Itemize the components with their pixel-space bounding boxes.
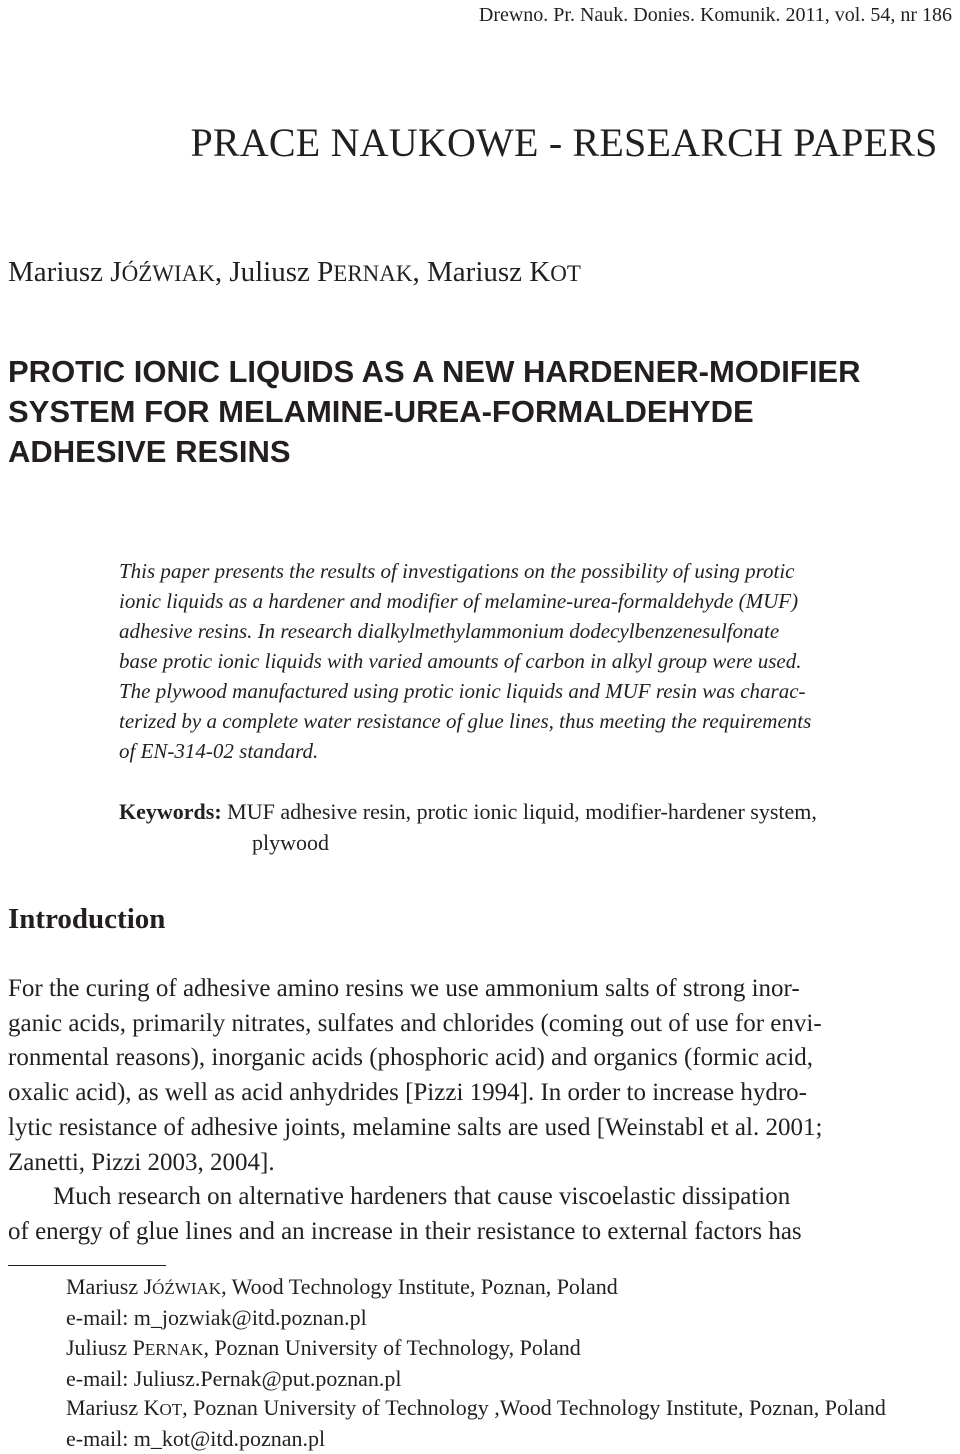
author: [8, 256, 215, 288]
keywords-line: MUF adhesive resin, protic ionic liquid, modifier-hardener system,: [227, 799, 817, 824]
author-last-initial: J: [110, 256, 122, 288]
abstract: [119, 556, 953, 766]
introduction-heading: Introduction: [8, 903, 166, 935]
abstract-line: adhesive resins. In research dialkylmethylammonium dodecylbenzenesulfonate: [119, 619, 780, 643]
author-first-name: Mariusz: [66, 1395, 139, 1421]
footnote-affiliation: [66, 1272, 886, 1303]
footnote-divider: [8, 1265, 166, 1266]
body-line: lytic resistance of adhesive joints, melamine salts are used [Weinstabl et al. 2001;: [8, 1113, 823, 1141]
author-last-initial: K: [529, 256, 551, 288]
section-banner: [0, 119, 960, 166]
abstract-line: of EN-314-02 standard.: [119, 739, 319, 763]
affiliation-text: , Poznan University of Technology, Poland: [203, 1334, 581, 1360]
affiliation-text: , Poznan University of Technology ,Wood Technology Institute, Poznan, Poland: [182, 1395, 886, 1421]
body-line: ganic acids, primarily nitrates, sulfates and chlorides (coming out of use for envi-: [8, 1009, 822, 1037]
author-last-initial: K: [143, 1395, 160, 1421]
author-first-name: Mariusz: [8, 256, 104, 288]
body-line: ronmental reasons), inorganic acids (phosphoric acid) and organics (formic acid,: [8, 1044, 814, 1072]
author-last-rest: OT: [159, 1400, 183, 1420]
title-line: ADHESIVE RESINS: [8, 434, 291, 469]
body-line: of energy of glue lines and an increase in their resistance to external factors has: [8, 1217, 802, 1245]
paper-title: [8, 352, 861, 472]
body-line: oxalic acid), as well as acid anhydrides [Pizzi 1994]. In order to increase hydro-: [8, 1079, 808, 1107]
footnote-email[interactable]: e-mail: m_jozwiak@itd.poznan.pl: [66, 1305, 367, 1331]
abstract-line: ionic liquids as a hardener and modifier of melamine-urea-formaldehyde (MUF): [119, 589, 799, 613]
footnote-email[interactable]: e-mail: Juliusz.Pernak@put.poznan.pl: [66, 1365, 402, 1391]
author: [229, 256, 412, 288]
title-line: PROTIC IONIC LIQUIDS AS A NEW HARDENER-MODIFIER: [8, 354, 861, 389]
title-line: SYSTEM FOR MELAMINE-UREA-FORMALDEHYDE: [8, 394, 754, 429]
footnote-affiliation: [66, 1393, 886, 1424]
body-line: For the curing of adhesive amino resins we use ammonium salts of strong inor-: [8, 975, 800, 1002]
author-last-rest: ERNAK: [144, 1339, 204, 1359]
author-last-initial: P: [132, 1334, 145, 1360]
author-last-rest: ÓŹWIAK: [121, 261, 215, 286]
footnotes: [66, 1272, 886, 1454]
affiliation-text: , Wood Technology Institute, Poznan, Poland: [221, 1274, 618, 1299]
abstract-line: This paper presents the results of investigations on the possibility of using protic: [119, 559, 795, 583]
abstract-line: base protic ionic liquids with varied amounts of carbon in alkyl group were used.: [119, 649, 802, 673]
footnote-affiliation: [66, 1333, 886, 1364]
author-last-initial: J: [143, 1274, 153, 1299]
author-first-name: Mariusz: [427, 256, 523, 288]
author-last-rest: OT: [550, 261, 581, 286]
author-list: Mariusz JÓŹWIAK, Juliusz PERNAK, Mariusz KOT: [8, 256, 581, 288]
keywords-label: Keywords:: [119, 799, 222, 824]
footnote-email[interactable]: e-mail: m_kot@itd.poznan.pl: [66, 1426, 326, 1452]
abstract-line: terized by a complete water resistance of glue lines, thus meeting the requirements: [119, 709, 812, 733]
section-banner-text: PRACE NAUKOWE - RESEARCH PAPERS: [190, 120, 938, 165]
body-line: Zanetti, Pizzi 2003, 2004].: [8, 1148, 275, 1176]
author-last-rest: ERNAK: [333, 261, 413, 286]
author-last-rest: ÓŹWIAK: [152, 1279, 222, 1298]
author-first-name: Juliusz: [229, 256, 310, 288]
keywords: [119, 796, 953, 858]
introduction-body: [8, 972, 954, 1250]
author: [427, 256, 581, 288]
author-last-initial: P: [317, 256, 334, 288]
author-first-name: Mariusz: [66, 1274, 139, 1299]
body-line: Much research on alternative hardeners that cause viscoelastic dissipation: [53, 1183, 791, 1211]
running-header: Drewno. Pr. Nauk. Donies. Komunik. 2011, vol. 54, nr 186: [478, 4, 952, 26]
author-first-name: Juliusz: [66, 1334, 128, 1360]
keywords-line: plywood: [252, 830, 329, 855]
abstract-line: The plywood manufactured using protic ionic liquids and MUF resin was charac-: [119, 679, 806, 703]
